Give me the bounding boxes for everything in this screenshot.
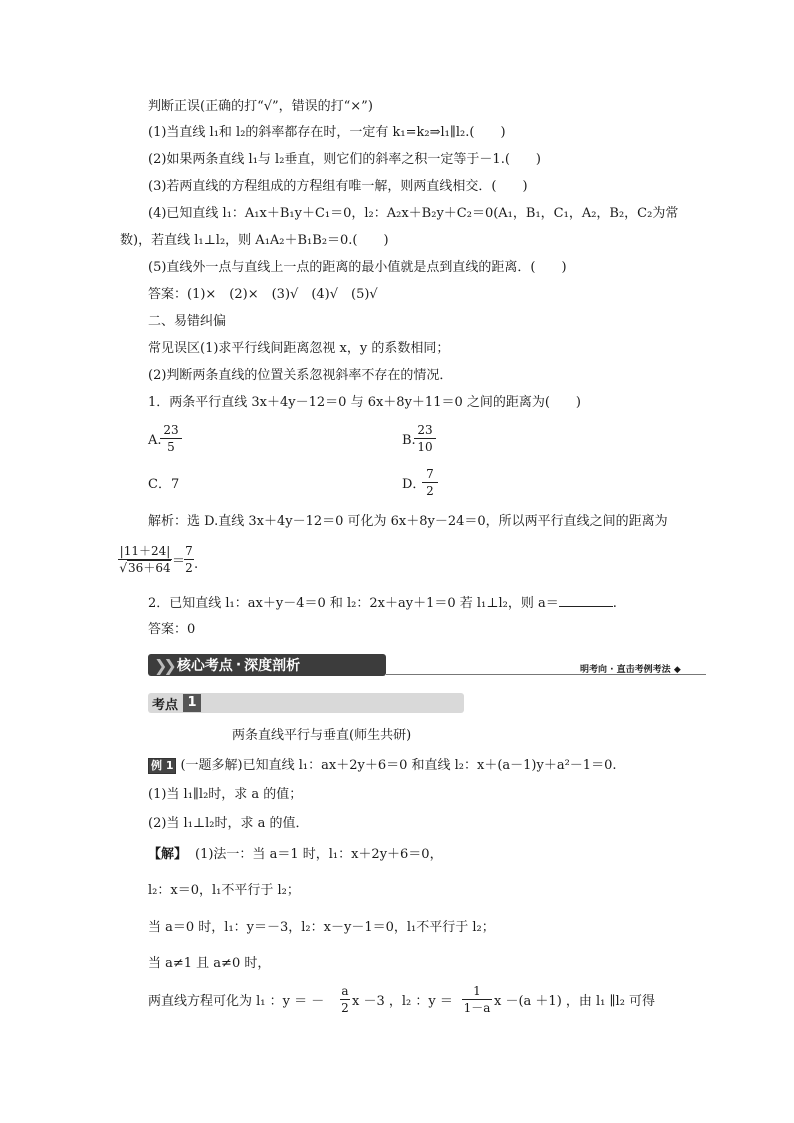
solution-line-5c: x －(a ＋1) ，由 l₁ ∥l₂ 可得 [494, 994, 656, 1009]
judge-q5: (5)直线外一点与直线上一点的距离的最小值就是点到直线的距离．( ) [148, 260, 567, 275]
fraction-b-denominator: 1－a [463, 1001, 491, 1015]
banner-char-4: 度 [258, 658, 273, 674]
judge-q1: (1)当直线 l₁和 l₂的斜率都存在时，一定有 k₁=k₂⇒l₁∥l₂.( ) [148, 125, 506, 140]
banner-char-2: 心 [190, 658, 205, 674]
option-d-label: D． [402, 477, 426, 492]
kaodian-number: 1 [183, 694, 201, 712]
option-a-fraction [160, 423, 182, 454]
kaodian-title: 两条直线平行与垂直(师生共研) [232, 728, 412, 743]
banner-char-3: 深 [244, 658, 259, 674]
option-d-numerator: 7 [426, 467, 434, 481]
option-c: C．7 [148, 477, 180, 492]
problem-2 [148, 594, 617, 613]
answer-blank [559, 594, 613, 607]
option-a-numerator: 23 [163, 423, 179, 437]
example-stem-text: (一题多解)已知直线 l₁：ax＋2y＋6＝0 和直线 l₂：x＋(a－1)y＋a²－1＝0. [180, 758, 617, 773]
solution-fraction: |11＋24| √36＋64 [119, 544, 171, 575]
option-a-denominator: 5 [167, 440, 175, 454]
solution-tag: 【解】 [148, 847, 188, 862]
problem-1: 1．两条平行直线 3x＋4y－12＝0 与 6x＋8y＋11＝0 之间的距离为( ) [148, 395, 582, 410]
option-d-denominator: 2 [426, 484, 434, 498]
judge-q4a: (4)已知直线 l₁：A₁x＋B₁y＋C₁＝0，l₂：A₂x＋B₂y＋C₂＝0(A₁，B₁，C₁，A₂，B₂，C₂为常 [148, 206, 679, 221]
problem-2-text: 2．已知直线 l₁：ax＋y－4＝0 和 l₂：2x＋ay＋1＝0 若 l₁⊥l₂，则 a＝ [148, 596, 559, 611]
option-d-fraction [422, 467, 438, 498]
banner-right-label: 明考向 · 直击考例考法 [580, 665, 671, 675]
solution-numerator: |11＋24| [119, 544, 171, 558]
judge-answer: 答案：(1)× (2)× (3)√ (4)√ (5)√ [148, 287, 378, 302]
solution-line-4: 当 a≠1 且 a≠0 时， [148, 956, 271, 971]
banner-text-2: 剖析 [272, 658, 301, 674]
banner-char-1: 核 [176, 658, 191, 674]
banner-right-text [580, 661, 681, 679]
solution-fraction-b [462, 984, 492, 1015]
error-note-2: (2)判断两条直线的位置关系忽视斜率不存在的情况． [148, 368, 453, 383]
kaodian-label: 考点 [152, 698, 179, 713]
solution-line-1-text: (1)法一：当 a＝1 时，l₁：x＋2y＋6＝0， [195, 847, 443, 862]
example-stem [148, 757, 616, 775]
option-b-fraction [414, 423, 436, 454]
judge-header: 判断正误(正确的打“√”，错误的打“×”) [148, 99, 373, 114]
error-note-1: 常见误区(1)求平行线间距离忽视 x，y 的系数相同； [148, 341, 450, 356]
solution-result-denominator: 2 [185, 561, 193, 575]
judge-q3: (3)若两直线的方程组成的方程组有唯一解，则两直线相交．( ) [148, 179, 528, 194]
answer-2: 答案：0 [148, 622, 196, 637]
solution-line-3: 当 a＝0 时，l₁：y＝－3，l₂：x－y－1＝0，l₁不平行于 l₂； [148, 920, 495, 935]
example-sub-1: (1)当 l₁∥l₂时，求 a 的值； [148, 787, 303, 802]
judge-q4b: 数)，若直线 l₁⊥l₂，则 A₁A₂＋B₁B₂＝0.( ) [120, 233, 389, 248]
banner-dot: · [235, 657, 242, 673]
solution-fraction-a [340, 984, 350, 1015]
problem-2-end: . [612, 596, 617, 611]
solution-line-2: l₂：x＝0，l₁不平行于 l₂； [148, 883, 300, 898]
fraction-b-numerator: 1 [473, 984, 481, 998]
solution-result-fraction [184, 544, 194, 575]
section-title: 二、易错纠偏 [148, 314, 227, 329]
fraction-a-denominator: 2 [341, 1001, 349, 1015]
solution-equals: ＝ [172, 554, 186, 569]
solution-line-5b: x －3 ，l₂ ：y ＝ [352, 994, 453, 1009]
solution-line-5a: 两直线方程可化为 l₁ ：y ＝ － [148, 994, 325, 1009]
solution-text: 解析：选 D.直线 3x＋4y－12＝0 可化为 6x＋8y－24＝0，所以两平行直线之间的距离为 [148, 514, 668, 529]
section-banner [148, 654, 386, 676]
solution-result-numerator: 7 [185, 544, 193, 558]
fraction-a-numerator: a [341, 984, 349, 998]
option-b-numerator: 23 [417, 423, 433, 437]
solution-end: . [194, 557, 199, 572]
banner-text-1: 考点 [204, 658, 233, 674]
example-sub-2: (2)当 l₁⊥l₂时，求 a 的值． [148, 816, 309, 831]
solution-line-1 [148, 846, 443, 864]
example-tag: 例 1 [148, 758, 176, 774]
option-b-label: B. [402, 433, 416, 448]
option-b-denominator: 10 [417, 440, 433, 454]
diamond-icon: ◆ [673, 665, 681, 675]
option-a-label: A. [148, 433, 162, 448]
solution-denominator: 36＋64 [128, 561, 171, 575]
chevron-right-icon: ❯❯ [154, 655, 173, 675]
judge-q2: (2)如果两条直线 l₁与 l₂垂直，则它们的斜率之积一定等于－1.( ) [148, 152, 541, 167]
